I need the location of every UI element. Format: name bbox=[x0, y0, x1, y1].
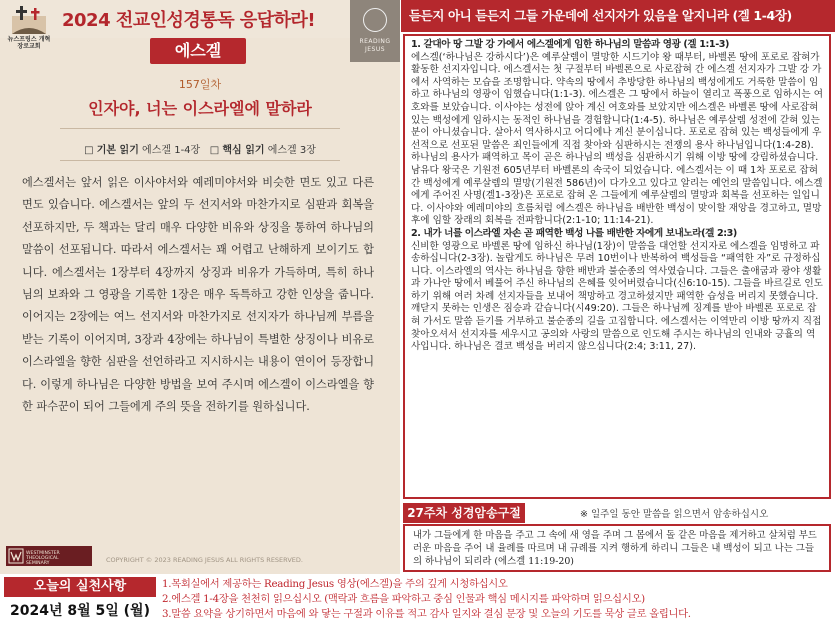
section-1-body: 에스겔(‘하나님은 강하시다’)은 예루살렘이 멸망한 시드기야 왕 때부터, 바벨론 땅에 포로로 잡혀가 활동한 선지자입니다. 에스겔서는 첫 구절부터 바벨론으로 사로잡혀 간 에스겔 선지자가 그발 강 가에서 사역하는 모습을 조명합니다. 약속의 땅에서 추방당한 하나님의 백성에게도 거룩한 말씀이 임하고 하나님의 영광이 임했습니다(1:1-3). 에스겔은 그 땅에서 하늘이 열리고 폭풍으로 임하시는 여호와를 보았습니다. 이사야는 성전에 앉아 계신 여호와를 보았지만 에스겔은 바벨론 땅에 사로잡혀 있는 백성에게 임하시는 동적인 하나님을 경험합니다(1:4-5). 하나님은 예루살렘 성전에 갇혀 있는 분이 아니셨습니다. 살아서 역사하시고 어디에나 계신 분이십니다. 포로로 잡혀 있는 백성들에게 우선적으로 선포된 말씀은 죄인들에게 직접 찾아와 심판하시는 전쟁의 용사 하나님입니다(1:4-28). 하나님의 용사가 패역하고 목이 곧은 하나님의 백성을 심판하시기 위해 이방 땅에 강림하셨습니다. 남유다 왕국은 기원전 605년부터 바벨론의 속국이 되었습니다. 에스겔서는 이 때 1차 포로로 잡혀간 백성에게 예루살렘의 멸망(기원전 586년)이 다가오고 있다고 알리는 예언의 말씀입니다. 에스겔에게 주어진 사명(겔1-3장)은 포로로 잡혀 온 그들에게 예루살렘의 멸망과 회복을 선포하는 일입니다. 이사야와 예레미야의 흐름처럼 에스겔은 하나님을 배반한 백성이 맞이할 재앙을 경고하고, 멸망 후에 임할 장래의 회복을 전파합니다(2:1-10; 11:14-21). bbox=[411, 51, 823, 227]
reading-row bbox=[0, 141, 400, 156]
checkbox-icon: □ bbox=[84, 145, 94, 156]
practice-title: 오늘의 실천사항 bbox=[4, 577, 156, 597]
divider bbox=[60, 128, 340, 129]
practice-date: 2024년 8월 5일 (월) bbox=[10, 603, 150, 619]
core-reading-label: 핵심 읽기 bbox=[222, 145, 265, 156]
day-label: 157일차 bbox=[178, 78, 222, 91]
practice-list bbox=[162, 577, 832, 623]
memory-verse-title: 27주차 성경암송구절 bbox=[403, 503, 525, 523]
section-2-body: 신비한 영광으로 바벨론 땅에 임하신 하나님(1장)이 말씀을 대언할 선지자로 에스겔을 임명하고 파송하십니다(2-3장). 놀랍게도 하나님은 무려 10번이나 반복하여 백성들을 “패역한 자”로 규정하십니다. 이스라엘의 역사는 하나님을 향한 배반과 불순종의 역사였습니다. 그들은 출애굽과 광야 생활과 가나안 땅에서 베풀어 주신 하나님의 은혜를 잊어버렸습니다(신6:10-15). 그들을 바르길로 인도하기 위해 여러 차례 선지자들을 보내어 책망하고 경고하셨지만 패역한 습성을 버리지 못했습니다. 깨닫지 못하는 인생은 짐승과 같습니다(시49:20). 그들은 하나님께 징계를 받아 바벨론 포로로 잡혀 가서도 말씀 듣기를 거부하고 불순종의 길을 고집합니다. 에스겔서는 이역만리 이방 땅까지 직접 찾아오셔서 선지자를 세우시고 공의와 사랑의 말씀으로 인도해 주시는 하나님의 인내와 긍휼의 역사입니다. 하나님은 결코 백성을 버리지 않으십니다(2:4; 3:11, 27). bbox=[411, 240, 823, 353]
brand-text: READING JESUS bbox=[359, 38, 391, 53]
page-title: 2024 전교인성경통독 응답하라! bbox=[62, 10, 316, 31]
reading-jesus-logo-icon bbox=[350, 0, 400, 62]
left-panel bbox=[0, 0, 400, 574]
divider bbox=[60, 160, 340, 161]
practice-item: 1.목회실에서 제공하는 Reading Jesus 영상(에스겔)을 주의 깊게 시청하십시오 bbox=[162, 578, 508, 590]
memory-verse-note: ※ 일주일 동안 말씀을 읽으면서 암송하십시오 bbox=[580, 509, 769, 520]
day-title: 인자야, 너는 이스라엘에 말하라 bbox=[88, 99, 312, 118]
basic-reading-label: 기본 읽기 bbox=[96, 145, 139, 156]
svg-text:THEOLOGICAL: THEOLOGICAL bbox=[26, 556, 59, 561]
intro-paragraph: 에스겔서는 앞서 읽은 이사야서와 예레미야서와 비슷한 면도 있고 다른 면도 있습니다. 에스겔서는 앞의 두 선지서와 마찬가지로 심판과 회복을 선포하지만, 두 책과는 달리 매우 다양한 비유와 상징을 통하여 하나님의 말씀이 선포됩니다. 따라서 에스겔서는 꽤 어렵고 난해하게 보이기도 합니다. 에스겔서는 1장부터 4장까지 상징과 비유가 가득하며, 특히 하나님의 보좌와 그 영광을 기록한 1장은 매우 독특하고 강한 인상을 줍니다. 이어지는 2장에는 여느 선지서와 마찬가지로 선지자가 하나님께 부름을 받는 기록이 이어지며, 3장과 4장에는 하나님이 특별한 상징이나 비유로 이스라엘을 향한 심판을 선언하라고 지시하시는 내용이 연이어 등장합니다. 이렇게 하나님은 다양한 방법을 보여 주시며 에스겔이 이스라엘을 향한 파수꾼이 되어 그들에게 주의 뜻을 전하기를 원하십니다. bbox=[22, 176, 374, 414]
memory-verse-text: 내가 그들에게 한 마음을 주고 그 속에 새 영을 주며 그 몸에서 돌 같은 마음을 제거하고 살처럼 부드러운 마음을 주어 내 율례를 따르며 내 규례를 지켜 행하게 하리니 그들은 내 백성이 되고 나는 그들의 하나님이 되리라 (에스겔 11:19-20) bbox=[403, 524, 831, 572]
book-badge: 에스겔 bbox=[150, 38, 246, 64]
core-reading-range: 에스겔 3장 bbox=[267, 145, 316, 156]
practice-item: 3.말씀 요약을 상기하면서 마음에 와 닿는 구절과 이유를 적고 감사 일지와 결심 문장 및 오늘의 기도를 묵상 글로 올립니다. bbox=[162, 608, 691, 621]
svg-text:WESTMINSTER: WESTMINSTER bbox=[26, 551, 60, 556]
practice-item: 2.에스겔 1-4장을 천천히 읽으십시오 (맥락과 흐름을 파악하고 중심 인물과 핵심 메시지를 파악하며 읽으십시오) bbox=[162, 593, 645, 606]
church-logo-icon bbox=[6, 4, 52, 58]
commentary-box bbox=[403, 34, 831, 499]
checkbox-icon: □ bbox=[209, 145, 220, 156]
church-name: 뉴스프링스 개혁장로교회 bbox=[7, 36, 51, 50]
summary-header: 듣든지 아니 듣든지 그들 가운데에 선지자가 있음을 알지니라 (겔 1-4장) bbox=[401, 0, 835, 32]
svg-text:SEMINARY: SEMINARY bbox=[26, 561, 50, 566]
basic-reading-range: 에스겔 1-4장 bbox=[142, 145, 201, 156]
copyright: COPYRIGHT © 2023 READING JESUS ALL RIGHTS RESERVED. bbox=[106, 556, 303, 564]
section-2-title: 2. 내가 너를 이스라엘 자손 곧 패역한 백성 나를 배반한 자에게 보내노라(겔 2:3) bbox=[411, 227, 737, 239]
seminary-logo-icon bbox=[6, 546, 92, 566]
section-1-title: 1. 갈대아 땅 그발 강 가에서 에스겔에게 임한 하나님의 말씀과 영광 (겔 1:1-3) bbox=[411, 39, 730, 50]
